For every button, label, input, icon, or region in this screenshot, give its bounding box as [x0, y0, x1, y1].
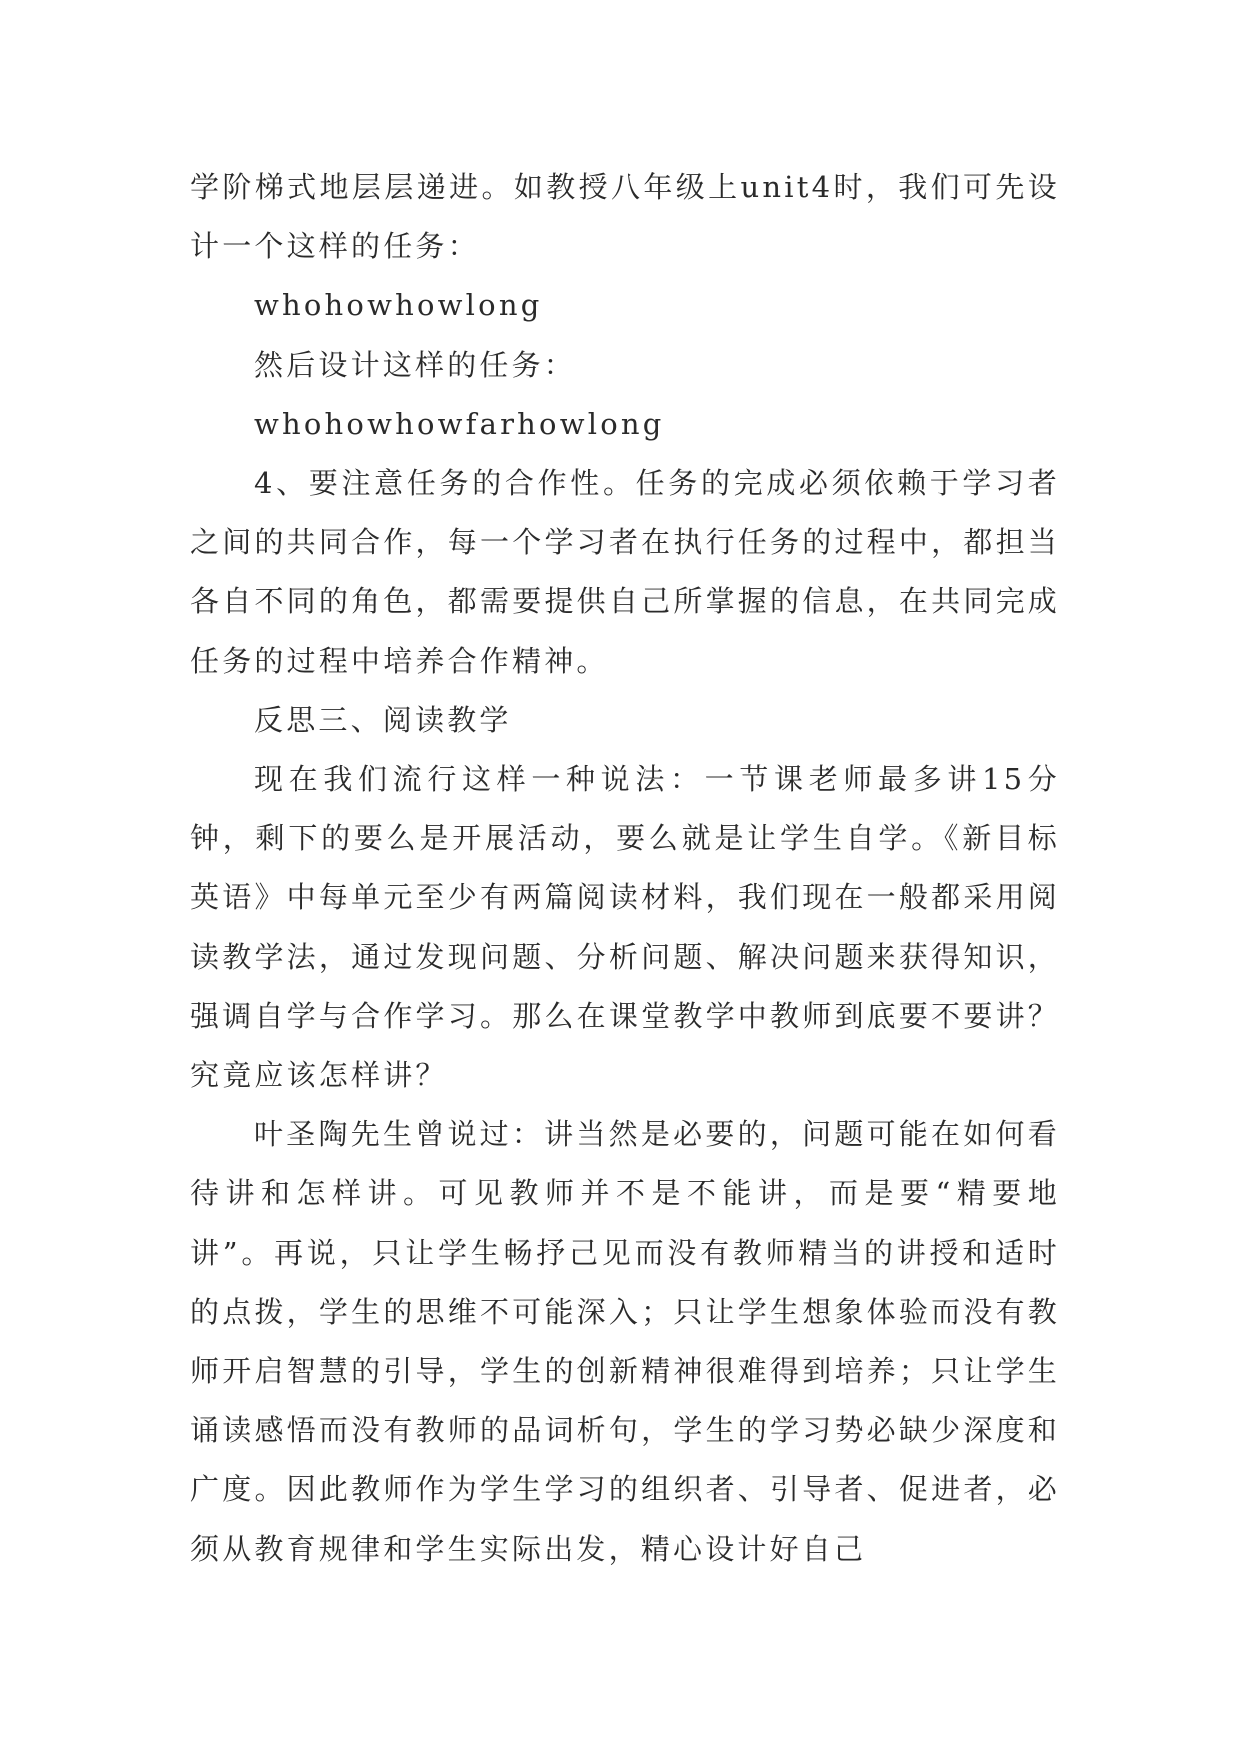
section-heading: 反思三、阅读教学 [254, 702, 512, 737]
paragraph: 叶圣陶先生曾说过：讲当然是必要的，问题可能在如何看待讲和怎样讲。可见教师并不是不能讲，而是要“精要地讲”。再说，只让学生畅抒己见而没有教师精当的讲授和适时的点拨，学生的思维不可能深入；只让学生想象体验而没有教师开启智慧的引导，学生的创新精神很难得到培养；只让学生诵读感悟而没有教师的品词析句，学生的学习势必缺少深度和广度。因此教师作为学生学习的组织者、引导者、促进者，必须从教育规律和学生实际出发，精心设计好自己 [190, 1117, 1060, 1566]
paragraph: 学阶梯式地层层递进。如教授八年级上unit4时，我们可先设计一个这样的任务： [190, 170, 1060, 264]
paragraph: 现在我们流行这样一种说法：一节课老师最多讲15分钟，剩下的要么是开展活动，要么就是让学生自学。《新目标英语》中每单元至少有两篇阅读材料，我们现在一般都采用阅读教学法，通过发现问题、分析问题、解决问题来获得知识，强调自学与合作学习。那么在课堂教学中教师到底要不要讲？究竟应该怎样讲？ [190, 762, 1060, 1093]
paragraph: whohowhowlong [254, 288, 543, 323]
document-body [190, 158, 1060, 1579]
paragraph: whohowhowfarhowlong [254, 406, 665, 441]
paragraph: 然后设计这样的任务： [254, 347, 577, 382]
paragraph: 4、要注意任务的合作性。任务的完成必须依赖于学习者之间的共同合作，每一个学习者在执行任务的过程中，都担当各自不同的角色，都需要提供自己所掌握的信息，在共同完成任务的过程中培养合作精神。 [190, 466, 1060, 678]
